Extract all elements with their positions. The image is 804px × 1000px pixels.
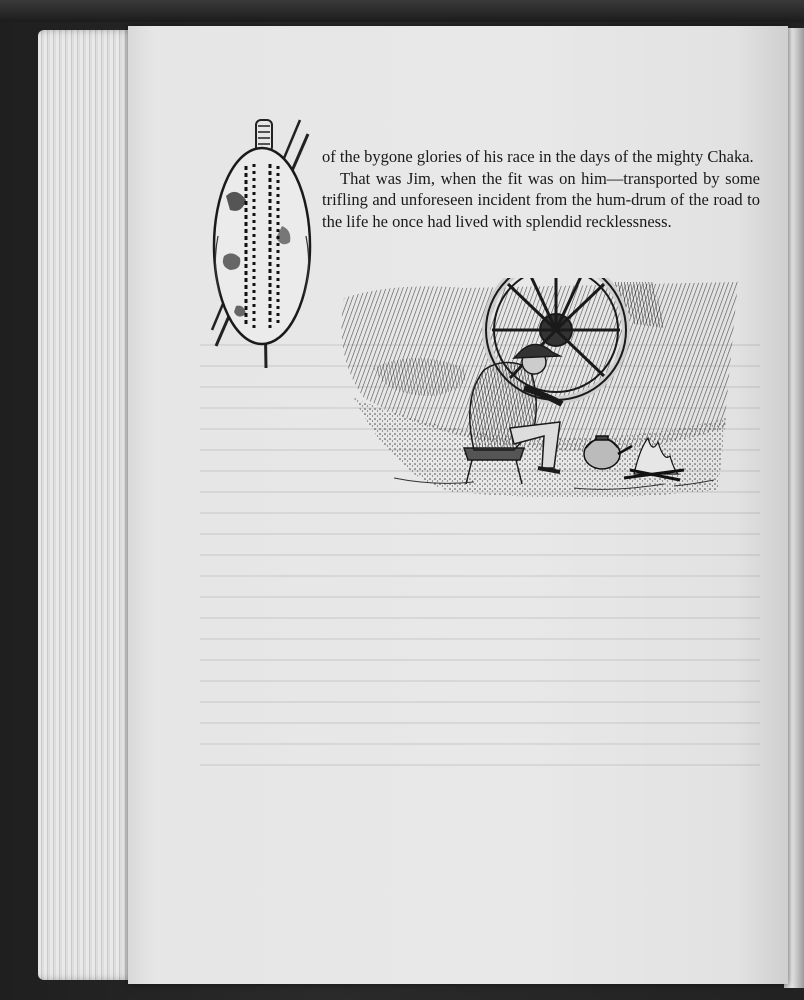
shield-icon — [196, 116, 318, 374]
body-text — [322, 146, 760, 232]
book-cover-edge — [0, 0, 804, 22]
paragraph-2: That was Jim, when the fit was on him—transported by some trifling and unforeseen incident from the hum-drum of the road to the life he once had lived with splendid recklessness. — [322, 168, 760, 231]
paragraph-1: of the bygone glories of his race in the days of the mighty Chaka. — [322, 147, 754, 166]
page-stack-edges — [38, 30, 138, 980]
campfire-illustration — [334, 278, 740, 500]
